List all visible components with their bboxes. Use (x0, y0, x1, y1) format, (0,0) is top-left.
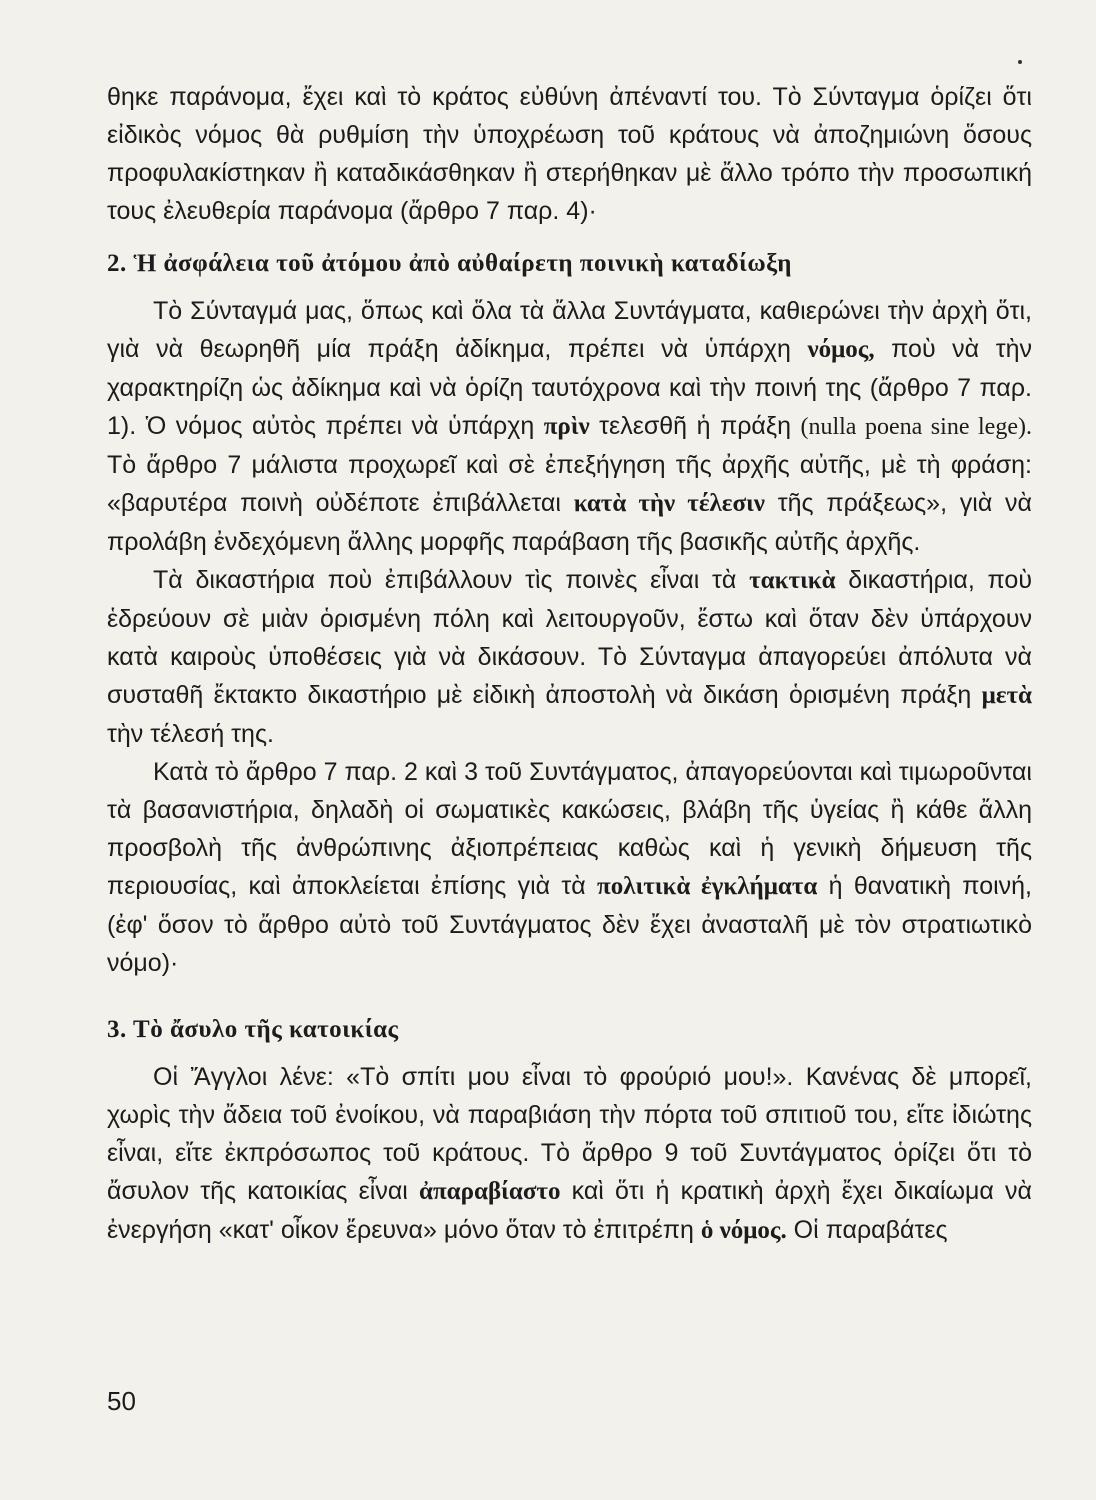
section-heading-2: 2. Ἡ ἀσφάλεια τοῦ ἀτόμου ἀπὸ αὐθαίρετη ποινικὴ καταδίωξη (107, 250, 792, 277)
paragraph-section2-3: Κατὰ τὸ ἄρθρο 7 παρ. 2 καὶ 3 τοῦ Συντάγματος, ἀπαγορεύονται καὶ τιμωροῦνται τὰ βασανιστήρια, δηλαδὴ οἱ σωματικὲς κακώσεις, βλάβη τῆς ὑγείας ἢ κάθε ἄλλη προσβολὴ τῆς ἀνθρώπινης ἀξιοπρέπειας καθὼς καὶ ἡ γενικὴ δήμευση τῆς περιουσίας, καὶ ἀποκλείεται ἐπίσης γιὰ τὰ πολιτικὰ ἐγκλήματα ἡ θανατικὴ ποινή, (ἐφ' ὅσον τὸ ἄρθρο αὐτὸ τοῦ Συντάγματος δὲν ἔχει ἀνασταλῆ μὲ τὸν στρατιωτικὸ νόμο)· (107, 758, 1033, 977)
paragraph-section3-1: Οἱ Ἄγγλοι λένε: «Τὸ σπίτι μου εἶναι τὸ φρούριό μου!». Κανένας δὲ μπορεῖ, χωρὶς τὴν ἄδεια τοῦ ἐνοίκου, νὰ παραβιάση τὴν πόρτα τοῦ σπιτιοῦ του, εἴτε ἰδιώτης εἶναι, εἴτε ἐκπρόσωπος τοῦ κράτους. Τὸ ἄρθρο 9 τοῦ Συντάγματος ὁρίζει ὅτι τὸ ἄσυλον τῆς κατοικίας εἶναι ἀπαραβίαστο καὶ ὅτι ἡ κρατικὴ ἀρχὴ ἔχει δικαίωμα νὰ ἐνεργήση «κατ' οἶκον ἔρευνα» μόνο ὅταν τὸ ἐπιτρέπη ὁ νόμος. Οἱ παραβάτες (107, 1063, 1032, 1244)
paragraph-continued: θηκε παράνομα, ἔχει καὶ τὸ κράτος εὐθύνη ἀπέναντί του. Τὸ Σύνταγμα ὁρίζει ὅτι εἰδικὸς νόμος θὰ ρυθμίση τὴν ὑποχρέωση τοῦ κράτους νὰ ἀποζημιώνη ὅσους προφυλακίστηκαν ἢ καταδικάσθηκαν ἢ στερήθηκαν μὲ ἄλλο τρόπο τὴν προσωπική τους ἐλευθερία παράνομα (ἄρθρο 7 παρ. 4)· (107, 83, 1032, 225)
bold-term-meta: μετὰ (981, 682, 1032, 709)
paragraph-section2-2: Τὰ δικαστήρια ποὺ ἐπιβάλλουν τὶς ποινὲς εἶναι τὰ τακτικὰ δικαστήρια, ποὺ ἑδρεύουν σὲ μιὰν ὁρισμένη πόλη καὶ λειτουργοῦν, ἔστω καὶ ὅταν δὲν ὑπάρχουν κατὰ καιροὺς ὑποθέσεις γιὰ νὰ δικάσουν. Τὸ Σύνταγμα ἀπαγορεύει ἀπόλυτα νὰ συσταθῆ ἔκτακτο δικαστήριο μὲ εἰδικὴ ἀποστολὴ νὰ δικάση ὁρισμένη πράξη μετὰ τὴν τέλεσή της. (107, 566, 1032, 748)
page-number: 50 (107, 1386, 136, 1416)
latin-phrase: (nulla poena sine lege). (800, 414, 1032, 440)
section-heading-3: 3. Τὸ ἄσυλο τῆς κατοικίας (107, 1016, 399, 1043)
bold-term-aparaviasto: ἀπαραβίαστο (419, 1178, 561, 1205)
bold-term-kata-tin-telesin: κατὰ τὴν τέλεσιν (573, 490, 765, 517)
bold-term-politika-egklimata: πολιτικὰ ἐγκλήματα (597, 873, 818, 900)
bold-term-taktika: τακτικὰ (749, 567, 836, 594)
ink-dot (1018, 60, 1022, 64)
paragraph-section2-1: Τὸ Σύνταγμά μας, ὅπως καὶ ὅλα τὰ ἄλλα Συντάγματα, καθιερώνει τὴν ἀρχὴ ὅτι, γιὰ νὰ θεωρηθῆ μία πράξη ἀδίκημα, πρέπει νὰ ὑπάρχη νόμος, ποὺ νὰ τὴν χαρακτηρίζη ὡς ἀδίκημα καὶ νὰ ὁρίζη ταυτόχρονα καὶ τὴν ποινή της (ἄρθρο 7 παρ. 1). Ὁ νόμος αὐτὸς πρέπει νὰ ὑπάρχη πρὶν τελεσθῆ ἡ πράξη (nulla poena sine lege). Τὸ ἄρθρο 7 μάλιστα προχωρεῖ καὶ σὲ ἐπεξήγηση τῆς ἀρχῆς αὐτῆς, μὲ τὴ φράση: «βαρυτέρα ποινὴ οὐδέποτε ἐπιβάλλεται κατὰ τὴν τέλεσιν τῆς πράξεως», γιὰ νὰ προλάβη ἐνδεχόμενη ἄλλης μορφῆς παράβαση τῆς βασικῆς αὐτῆς ἀρχῆς. (107, 297, 1032, 556)
bold-term-o-nomos: ὁ νόμος. (700, 1217, 787, 1244)
bold-term-nomos: νόμος, (807, 336, 875, 363)
bold-term-prin: πρὶν (543, 413, 590, 440)
page-text (107, 78, 1032, 1250)
